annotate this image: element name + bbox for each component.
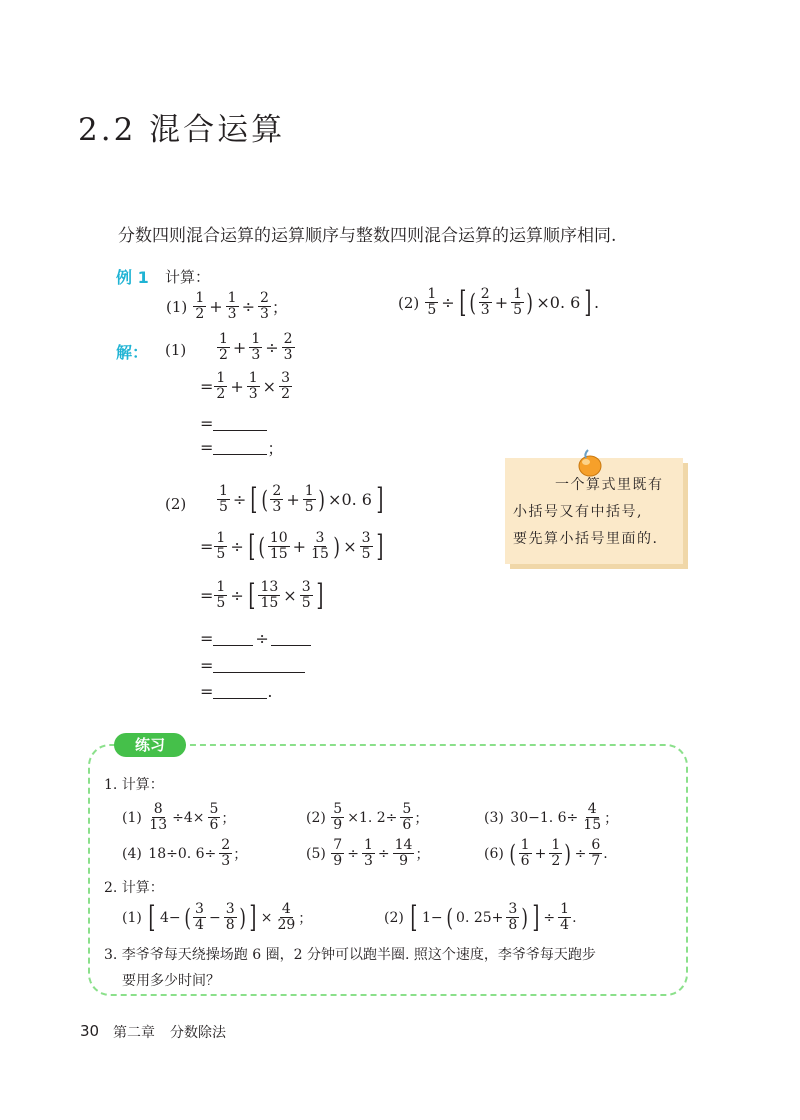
sol1-line2: = $\frac{1}{2}$ + $\frac{1}{3}$ × $\frac{3}{2}$ xyxy=(200,370,290,402)
example-expr-1: (1) $\frac{1}{2}$ + $\frac{1}{3}$ ÷ $\frac{2}{3}$ ； xyxy=(166,290,288,322)
answer-blank[interactable] xyxy=(213,440,267,455)
question-3-line1: 3. 李爷爷每天绕操场跑 6 圈，2 分钟可以跑半圈. 照这个速度，李爷爷每天跑步 xyxy=(104,947,596,963)
sol2-line3: = $\frac{1}{5}$ ÷ [ $\frac{13}{15}$ × $\frac{3}{5}$ ] xyxy=(200,577,323,613)
practice-tag: 练习 xyxy=(114,733,186,757)
answer-blank[interactable] xyxy=(213,658,305,673)
section-title: 2.2 混合运算 xyxy=(78,112,286,148)
item-number: (6) xyxy=(484,845,504,862)
tip-line: 要先算小括号里面的. xyxy=(513,531,659,547)
answer-blank[interactable] xyxy=(271,631,311,646)
sol1-line3: = xyxy=(200,414,267,433)
semicolon: ； xyxy=(271,298,288,317)
q1-item-3: (3) 30−1. 6÷ $\frac{4}{15}$ ； xyxy=(484,801,619,833)
item-number: (4) xyxy=(122,845,142,862)
item-number: (2) xyxy=(398,293,420,312)
page-number: 30 xyxy=(80,1022,100,1040)
sol2-line1: $\frac{1}{5}$ ÷ [ ( $\frac{2}{3}$ + $\frac{1}{5}$ ) ×0. 6 ] xyxy=(219,481,384,517)
q2-item-1: (1) [ 4− ( $\frac{3}{4}$ − $\frac{3}{8}$ ) ] × $\frac{4}{29}$ ； xyxy=(122,899,313,935)
item-number: (1) xyxy=(122,809,142,826)
item-number: (2) xyxy=(384,909,404,926)
sol1-line1: $\frac{1}{2}$ + $\frac{1}{3}$ ÷ $\frac{2}{3}$ xyxy=(219,331,293,363)
item-number: (1) xyxy=(166,297,188,316)
item-number: (1) xyxy=(122,909,142,926)
solution-part-2: (2) xyxy=(165,495,187,513)
answer-blank[interactable] xyxy=(213,684,267,699)
semicolon: ； xyxy=(267,439,284,458)
question-3-line2: 要用多少时间？ xyxy=(122,973,220,989)
answer-blank[interactable] xyxy=(213,416,267,431)
tip-line: 一个算式里既有 xyxy=(555,477,664,493)
answer-blank[interactable] xyxy=(213,631,253,646)
sol2-line6: = . xyxy=(200,682,273,701)
sol1-line4: = ； xyxy=(200,438,284,458)
question-1: 1. 计算： xyxy=(104,777,164,793)
q1-item-2: (2) $\frac{5}{9}$ ×1. 2÷ $\frac{5}{6}$ ； xyxy=(306,801,429,833)
solution-part-1: (1) xyxy=(165,341,187,359)
period: . xyxy=(267,682,273,701)
example-label: 例 1 xyxy=(116,268,149,287)
sol2-line2: = $\frac{1}{5}$ ÷ [ ( $\frac{10}{15}$ + $\frac{3}{15}$ ) × $\frac{3}{5}$ ] xyxy=(200,528,383,564)
question-2: 2. 计算： xyxy=(104,880,164,896)
sol2-line5: = xyxy=(200,656,305,675)
item-number: (3) xyxy=(484,809,504,826)
solution-label: 解： xyxy=(116,343,149,362)
pushpin-icon xyxy=(574,446,604,480)
tip-line: 小括号又有中括号, xyxy=(513,504,643,520)
intro-text: 分数四则混合运算的运算顺序与整数四则混合运算的运算顺序相同. xyxy=(118,226,617,246)
chapter-number: 第二章 xyxy=(113,1025,155,1041)
sol2-line4: = ÷ xyxy=(200,629,311,648)
q1-item-1: (1) $\frac{8}{13}$ ÷4× $\frac{5}{6}$ ； xyxy=(122,801,236,833)
example-expr-2: (2) $\frac{1}{5}$ ÷ [ ( $\frac{2}{3}$ + $\frac{1}{5}$ ) ×0. 6 ] . xyxy=(398,284,600,320)
item-number: (5) xyxy=(306,845,326,862)
q1-item-6: (6) ( $\frac{1}{6}$ + $\frac{1}{2}$ ) ÷ $\frac{6}{7}$ . xyxy=(484,837,608,869)
item-number: (2) xyxy=(306,809,326,826)
q1-item-5: (5) $\frac{7}{9}$ ÷ $\frac{1}{3}$ ÷ $\frac{14}{9}$ ； xyxy=(306,837,430,869)
example-prompt: 计算： xyxy=(165,268,211,286)
q1-item-4: (4) 18÷0. 6÷ $\frac{2}{3}$ ； xyxy=(122,837,248,869)
q2-item-2: (2) [ 1− ( 0. 25+ $\frac{3}{8}$ ) ] ÷ $\frac{1}{4}$ . xyxy=(384,899,577,935)
chapter-title: 分数除法 xyxy=(170,1025,226,1041)
period: . xyxy=(594,293,600,312)
